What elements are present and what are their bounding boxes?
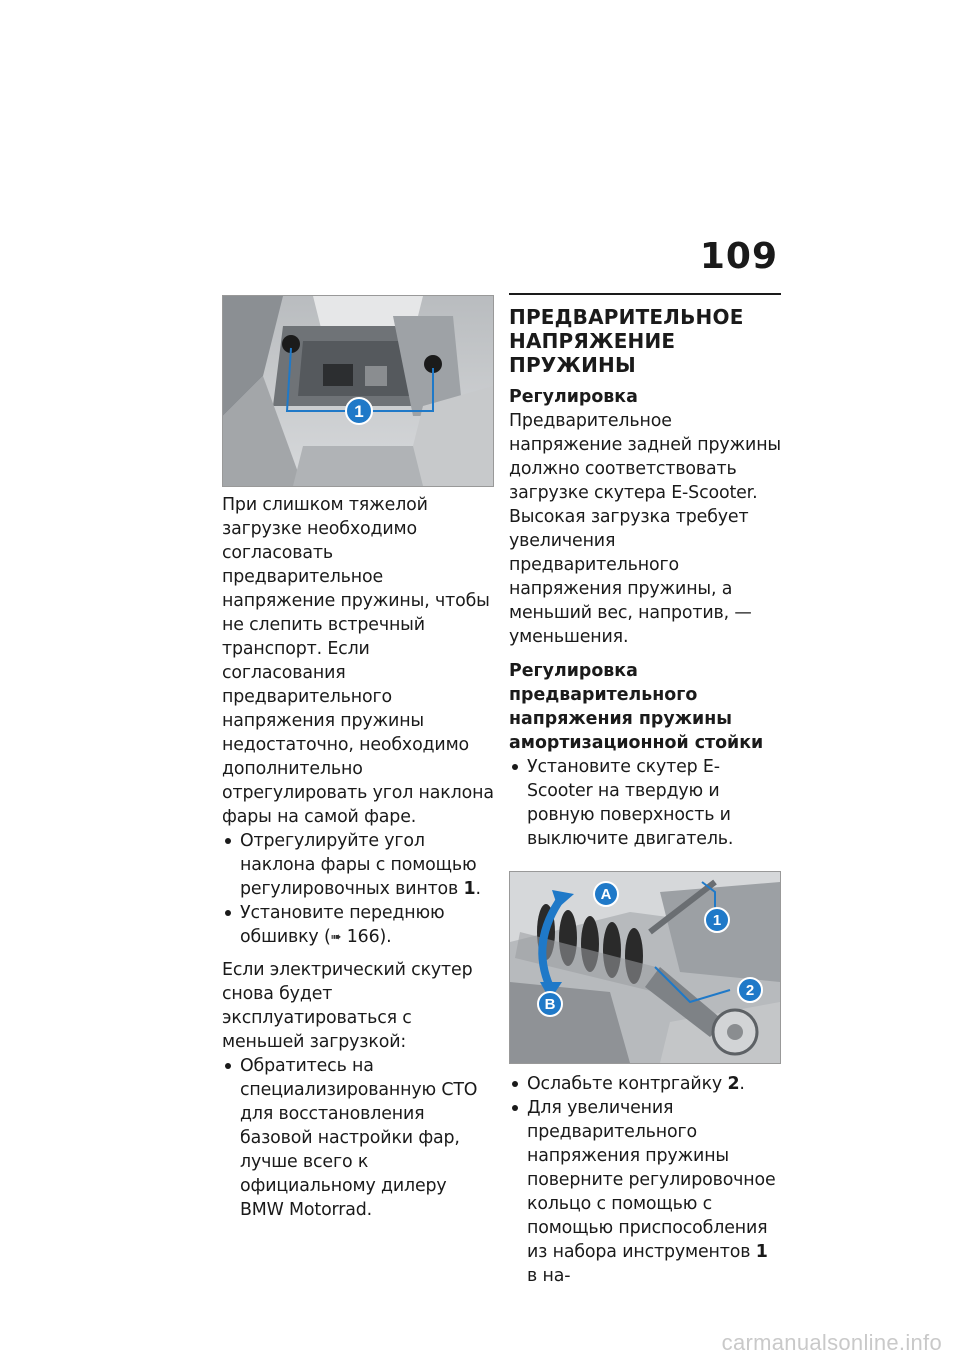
- callout-b: B: [544, 996, 556, 1013]
- list-item: Обратитесь на специализированную СТО для восстановления базовой настройки фар, лучше всего к официальному дилеру BMW Motorrad.: [222, 1054, 494, 1222]
- list-item: Отрегулируйте угол наклона фары с помощью регулировочных винтов 1.: [222, 829, 494, 901]
- right-column: [509, 293, 781, 1288]
- section-heading: ПРЕДВАРИТЕЛЬНОЕ НАПРЯЖЕНИЕ ПРУЖИНЫ: [509, 305, 744, 377]
- subheading-adjustment: Регулировка: [509, 387, 638, 407]
- spring-intro-paragraph: Предварительное напряжение задней пружины должно соответствовать загрузке скутера E-Scooter. Высокая загрузка требует увеличения предварительного напряжения пружины, а меньший вес, напротив, — уменьшения.: [509, 411, 782, 647]
- footer-watermark: carmanualsonline.info: [721, 1330, 942, 1355]
- callout-2: 2: [745, 982, 755, 999]
- list-item: Установите переднюю обшивку (➠ 166).: [222, 901, 494, 950]
- subheading-shock-adjustment: Регулировка предварительного напряжения пружины амортизационной стойки: [509, 661, 764, 753]
- bullet-list-2: [222, 1054, 494, 1222]
- bullet-list-3: [509, 755, 781, 851]
- bullet-list-4: [509, 1072, 781, 1288]
- shock-absorber-illustration: [510, 872, 780, 1063]
- callout-1: 1: [712, 912, 722, 929]
- arrow-icon: ➠: [330, 930, 342, 945]
- callout-1: 1: [354, 402, 364, 421]
- list-item: Для увеличения предварительного напряжения пружины поверните регулировочное кольцо с помощью с помощью приспособления из набора инструментов 1 в на-: [509, 1096, 781, 1288]
- section-rule: [509, 293, 781, 295]
- bullet-list-1: [222, 829, 494, 950]
- headlight-adjustment-photo: [222, 295, 494, 487]
- list-item: Установите скутер E-Scooter на твердую и ровную поверхность и выключите двигатель.: [509, 755, 781, 851]
- intro-paragraph: При слишком тяжелой загрузке необходимо согласовать предварительное напряжение пружины, чтобы не слепить встречный транспорт. Если согласования предварительного напряжения пружины недостаточно, необходимо дополнительно отрегулировать угол наклона фары на самой фаре.: [222, 495, 494, 827]
- headlight-adjustment-illustration: [223, 296, 493, 486]
- page-number: 109: [699, 236, 778, 277]
- left-column: [222, 295, 494, 1222]
- second-paragraph: Если электрический скутер снова будет эксплуатироваться с меньшей загрузкой:: [222, 960, 473, 1052]
- callout-a: A: [600, 886, 612, 903]
- shock-absorber-photo: [509, 871, 781, 1064]
- list-item: Ослабьте контргайку 2.: [509, 1072, 781, 1096]
